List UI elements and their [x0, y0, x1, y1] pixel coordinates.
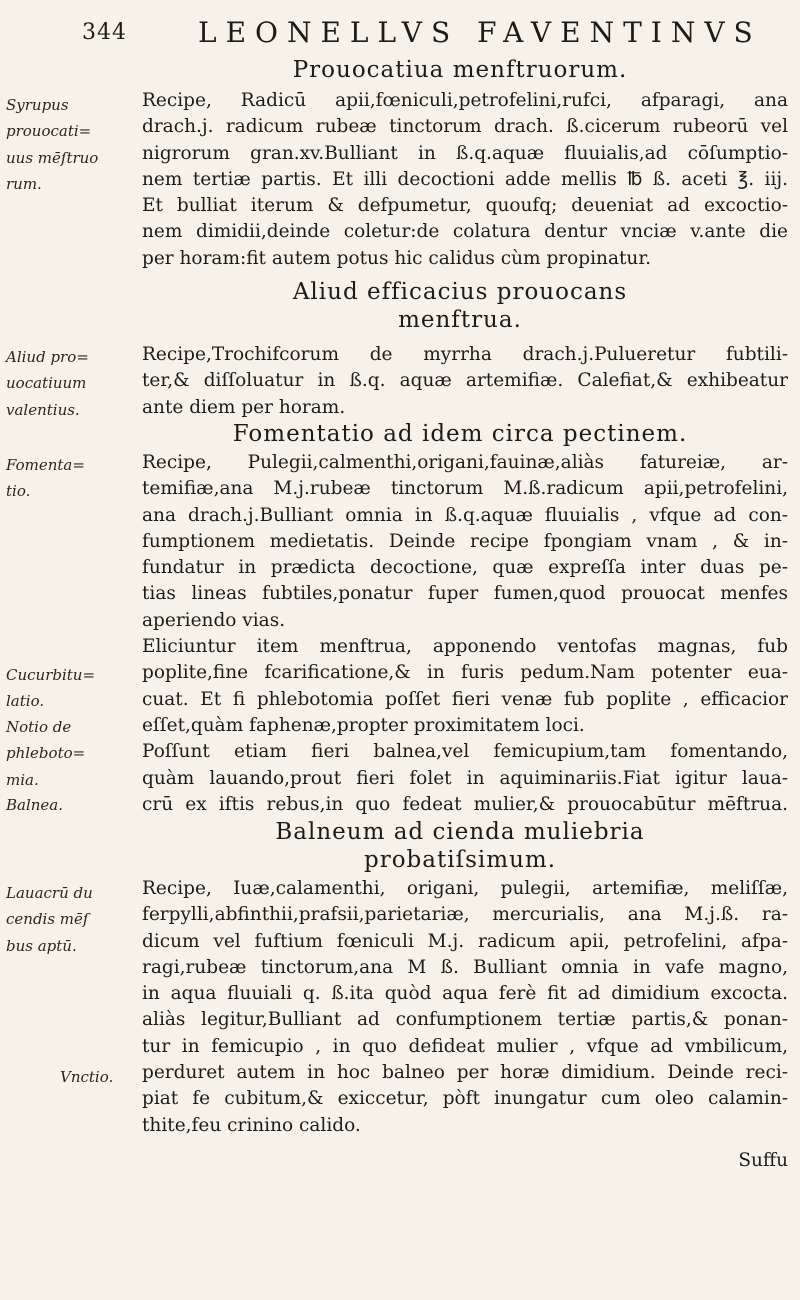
heading-line: Balneum ad cienda muliebria	[275, 819, 645, 845]
text-line: drach.j. radicum rubeæ tinctorum drach. ß.cicerum rubeorū vel	[142, 116, 788, 138]
margin-note-line: Cucurbitu=	[6, 666, 96, 684]
text-line: ana drach.j.Bulliant omnia in ß.q.aquæ fluuialis , vfque ad con-	[142, 504, 788, 526]
text-line: nigrorum gran.xv.Bulliant in ß.q.aquæ fluuialis,ad cōſumptio-	[142, 142, 788, 164]
text-line: Recipe, Pulegii,calmenthi,origani,fauinæ,aliàs fatureiæ, ar-	[142, 452, 788, 473]
section-heading	[130, 278, 790, 334]
text-line: quàm lauando,prout fieri folet in aquiminariis.Fiat igitur laua-	[142, 767, 788, 789]
fomentation-paragraph	[142, 450, 788, 818]
text-line: in aqua fluuiali q. ß.ita quòd aqua ferè fit ad dimidium excocta.	[142, 983, 788, 1005]
margin-note-line: Lauacrū du	[6, 884, 93, 902]
text-line: ferpylli,abfinthii,prafsii,parietariæ, mercurialis, ana M.j.ß. ra-	[142, 904, 788, 926]
text-line: piat fe cubitum,& exiccetur, pòft inungatur cum oleo calamin-	[142, 1088, 788, 1110]
margin-note-line: Balnea.	[6, 796, 64, 814]
heading-line: probatiſsimum.	[363, 847, 556, 873]
text-line: ter,& diſſoluatur in ß.q. aquæ artemifiæ. Calefiat,& exhibeatur	[142, 370, 788, 392]
text-line: fundatur in prædicta decoctione, quæ expreſſa inter duas pe-	[142, 557, 788, 579]
margin-note	[6, 92, 134, 197]
text-line: ragi,rubeæ tinctorum,ana M ß. Bulliant omnia in vafe magno,	[142, 956, 788, 978]
text-line: poplite,fine fcarificatione,& in furis pedum.Nam potenter eua-	[142, 662, 788, 684]
page-number: 344	[82, 20, 127, 45]
section-heading	[130, 818, 790, 874]
section-heading	[130, 56, 790, 84]
text-line: fumptionem medietatis. Deinde recipe fpongiam vnam , & in-	[142, 530, 788, 552]
text-line: Poſſunt etiam fieri balnea,vel femicupium,tam fomentando,	[142, 741, 788, 763]
margin-note-line: Syrupus	[6, 96, 69, 114]
heading-line: menftrua.	[398, 307, 522, 333]
margin-note	[6, 452, 134, 505]
heading-line: Fomentatio ad idem circa pectinem.	[232, 421, 688, 447]
margin-note-line: phleboto=	[6, 744, 86, 763]
margin-note-line: mia.	[6, 770, 39, 789]
text-line: cuat. Et fi phlebotomia poſſet fieri venæ fub poplite , efficacior	[142, 688, 788, 710]
text-line: ante diem per horam.	[142, 396, 346, 418]
margin-note	[6, 880, 134, 959]
margin-note-line: bus aptū.	[6, 936, 77, 955]
running-head: LEONELLVS FAVENTINVS	[198, 16, 762, 49]
margin-note	[6, 792, 134, 818]
text-line: aliàs legitur,Bulliant ad confumptionem tertiæ partis,& ponan-	[142, 1009, 788, 1031]
text-line: crū ex iftis rebus,in quo fedeat mulier,& prouocabūtur mēftrua.	[142, 793, 788, 815]
heading-line: Aliud efficacius prouocans	[292, 279, 628, 305]
text-line: dicum vel fuftium fœniculi M.j. radicum apii, petrofelini, afpa-	[142, 930, 788, 952]
margin-note-line: rum.	[6, 174, 42, 193]
recipe-paragraph	[142, 342, 788, 421]
margin-note-line: prouocati=	[6, 122, 92, 141]
text-line: perduret autem in hoc balneo per horæ dimidium. Deinde reci-	[142, 1062, 788, 1084]
margin-note-line: uus mēſtruo	[6, 148, 99, 167]
recipe-paragraph	[142, 88, 788, 272]
catchword-line	[142, 1148, 788, 1174]
margin-note-line: Notio de	[6, 718, 72, 736]
margin-note-line: Aliud pro=	[6, 348, 89, 366]
margin-note	[6, 344, 134, 423]
margin-note-line: Fomenta=	[6, 456, 85, 474]
margin-note-line: valentius.	[6, 400, 80, 419]
margin-note-line: cendis mēſ	[6, 910, 89, 929]
text-line: Recipe,Trochifcorum de myrrha drach.j.Pulueretur fubtili-	[142, 344, 788, 365]
text-line: Et bulliat iterum & defpumetur, quoufq; deueniat ad excoctio-	[142, 195, 788, 217]
margin-note-line: latio.	[6, 692, 45, 711]
margin-note-line: uocatiuum	[6, 374, 87, 393]
page-header	[0, 14, 800, 54]
text-line: nem tertiæ partis. Et illi decoctioni adde mellis ℔ ß. aceti ℥. iij.	[142, 168, 788, 190]
text-line: tias lineas fubtiles,ponatur fuper fumen,quod prouocat menfes	[142, 583, 788, 605]
text-line: Eliciuntur item menftrua, apponendo ventofas magnas, fub	[142, 636, 788, 658]
bath-paragraph	[142, 876, 788, 1139]
text-line: aperiendo vias.	[142, 609, 286, 631]
margin-note	[6, 714, 134, 793]
text-line: per horam:fit autem potus hic calidus cùm propinatur.	[142, 247, 652, 269]
catchword: Suffu	[738, 1150, 788, 1171]
margin-note-line: Vnctio.	[60, 1068, 114, 1086]
margin-note	[6, 662, 134, 715]
text-line: temifiæ,ana M.j.rubeæ tinctorum M.ß.radicum apii,petrofelini,	[142, 478, 788, 500]
section-heading	[130, 420, 790, 448]
text-line: thite,feu crinino calido.	[142, 1114, 361, 1136]
text-line: Recipe, Radicū apii,fœniculi,petrofelini,rufci, afparagi, ana	[142, 90, 788, 111]
margin-note-line: tio.	[6, 482, 31, 501]
text-line: tur in femicupio , in quo defideat mulier , vfque ad vmbilicum,	[142, 1035, 788, 1057]
heading-line: Prouocatiua menftruorum.	[292, 57, 628, 83]
text-line: nem dimidii,deinde coletur:de colatura dentur vnciæ v.ante die	[142, 221, 788, 243]
text-line: Recipe, Iuæ,calamenthi, origani, pulegii, artemifiæ, meliſſæ,	[142, 878, 788, 899]
text-line: eſſet,quàm faphenæ,propter proximitatem loci.	[142, 714, 585, 736]
